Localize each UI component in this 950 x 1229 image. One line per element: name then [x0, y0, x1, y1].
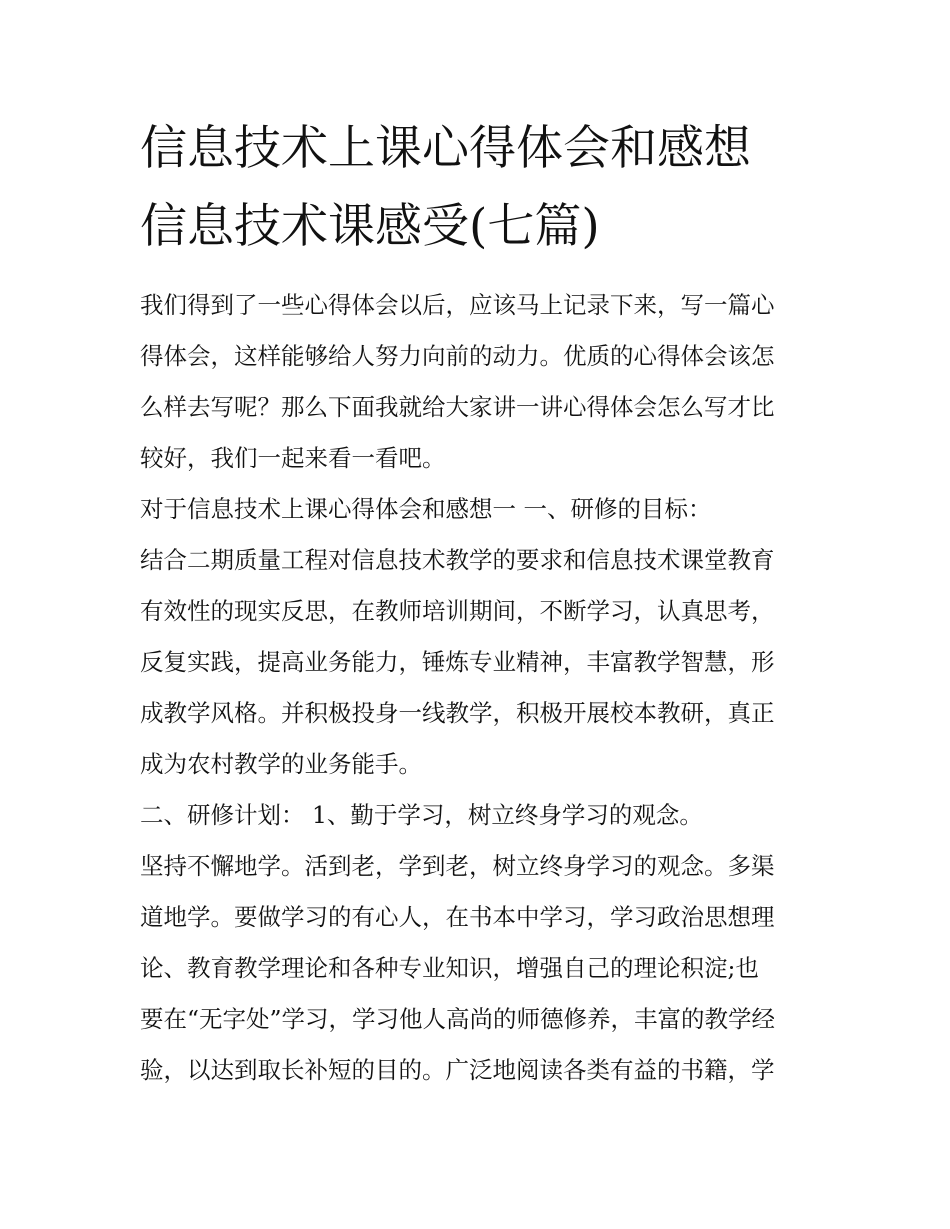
document-title [140, 110, 820, 266]
document-page [140, 110, 820, 1096]
section-heading-line: 对于信息技术上课心得体会和感想一 一、研修的目标： [140, 495, 712, 523]
body-line: 道地学。要做学习的有心人，在书本中学习，学习政治思想理 [140, 903, 775, 931]
document-body [140, 280, 820, 1096]
body-line: 成为农村教学的业务能手。 [140, 750, 422, 778]
body-line: 有效性的现实反思，在教师培训期间，不断学习，认真思考， [140, 597, 775, 625]
body-line: 论、教育教学理论和各种专业知识，增强自己的理论积淀;也 [140, 954, 759, 982]
body-line: 么样去写呢？那么下面我就给大家讲一讲心得体会怎么写才比 [140, 393, 775, 421]
title-line-1: 信息技术上课心得体会和感想 [140, 121, 751, 176]
title-line-2: 信息技术课感受(七篇) [140, 199, 600, 254]
body-line: 得体会，这样能够给人努力向前的动力。优质的心得体会该怎 [140, 342, 775, 370]
body-line: 我们得到了一些心得体会以后，应该马上记录下来，写一篇心 [140, 291, 775, 319]
body-line: 反复实践，提高业务能力，锤炼专业精神，丰富教学智慧，形 [140, 648, 775, 676]
body-line: 结合二期质量工程对信息技术教学的要求和信息技术课堂教育 [140, 546, 775, 574]
section-heading-line: 二、研修计划： 1、勤于学习，树立终身学习的观念。 [140, 801, 703, 829]
body-line: 较好，我们一起来看一看吧。 [140, 444, 446, 472]
body-line: 坚持不懈地学。活到老，学到老，树立终身学习的观念。多渠 [140, 852, 775, 880]
body-line: 要在“无字处”学习，学习他人高尚的师德修养，丰富的教学经 [140, 1005, 776, 1033]
body-line: 成教学风格。并积极投身一线教学，积极开展校本教研，真正 [140, 699, 775, 727]
body-line: 验，以达到取长补短的目的。广泛地阅读各类有益的书籍，学 [140, 1056, 775, 1084]
